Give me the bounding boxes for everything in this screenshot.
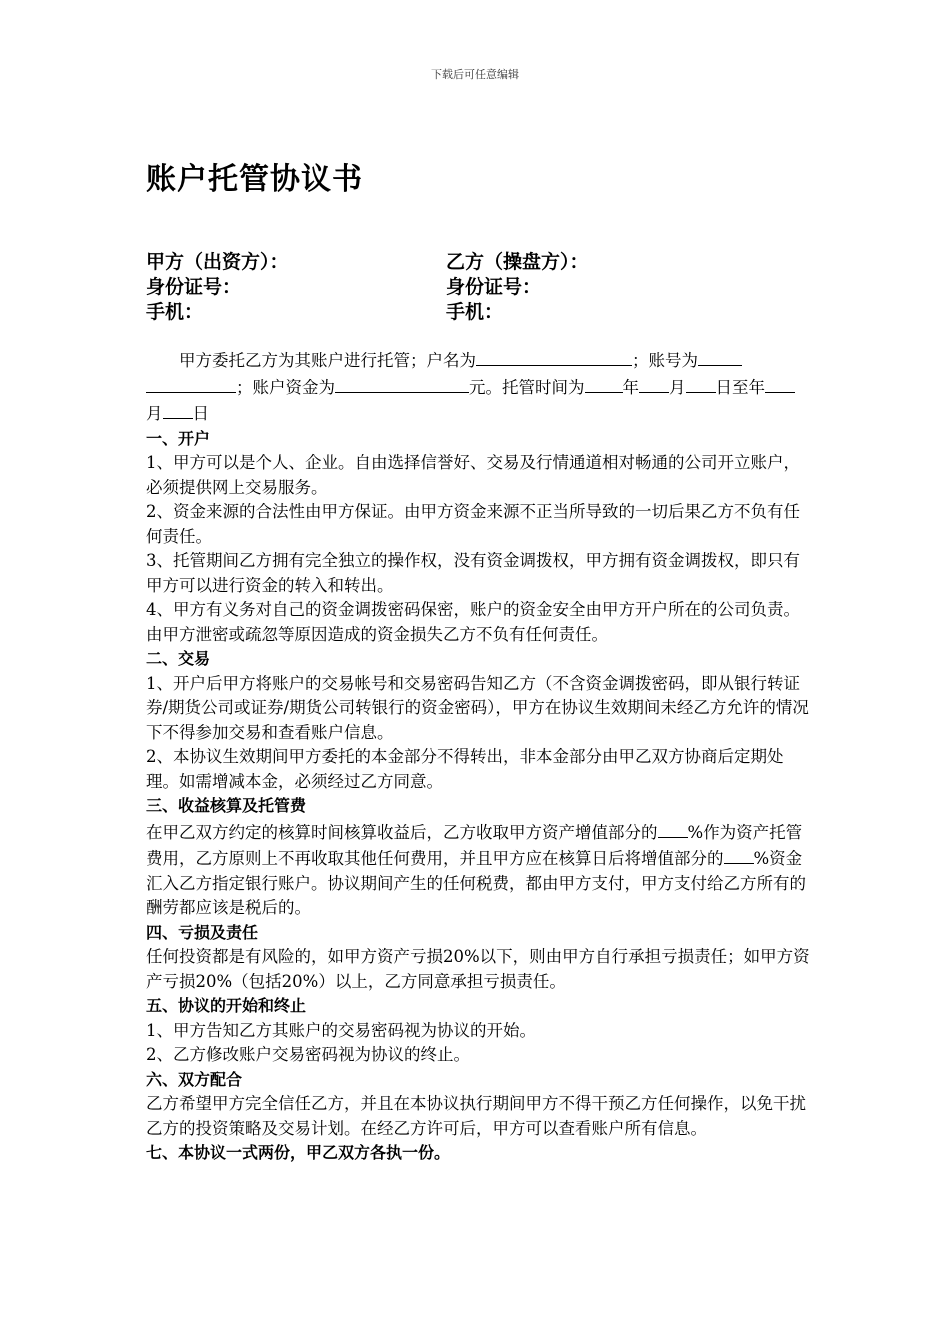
section-paragraph: 2、本协议生效期间甲方委托的本金部分不得转出，非本金部分由甲乙双方协商后定期处理。如需增减本金，必须经过乙方同意。: [146, 747, 784, 791]
header-note: 下载后可任意编辑: [431, 68, 519, 81]
fee-text: 在甲乙双方约定的核算时间核算收益后，乙方收取甲方资产增值部分的: [146, 822, 658, 842]
intro-text: 甲方委托乙方为其账户进行托管；户名为: [179, 351, 476, 370]
party-a-id-label: 身份证号：: [146, 276, 242, 298]
section-heading-opening: 一、开户: [146, 428, 211, 448]
intro-text: 年: [748, 377, 765, 397]
section-paragraph: 任何投资都是有风险的，如甲方资产亏损20%以下，则由甲方自行承担亏损责任；如甲方资产亏损20%（包括20%）以上，乙方同意承担亏损责任。: [146, 947, 810, 991]
transfer-percent-blank: [724, 845, 754, 864]
intro-text: 日至: [715, 377, 749, 397]
section-paragraph: 2、资金来源的合法性由甲方保证。由甲方资金来源不正当所导致的一切后果乙方不负有任何责任。: [146, 502, 800, 546]
party-a-label: 甲方（出资方）：: [146, 251, 289, 273]
intro-text: 月: [146, 404, 163, 423]
section-paragraph: 1、甲方可以是个人、企业。自由选择信誉好、交易及行情通道相对畅通的公司开立账户，必须提供网上交易服务。: [146, 453, 800, 497]
section-paragraph: 4、甲方有义务对自己的资金调拨密码保密，账户的资金安全由甲方开户所在的公司负责。由甲方泄密或疏忽等原因造成的资金损失乙方不负有任何责任。: [146, 600, 800, 644]
agreement-body: [146, 347, 810, 1166]
section-paragraph: 1、开户后甲方将账户的交易帐号和交易密码告知乙方（不含资金调拨密码，即从银行转证券/期货公司或证券/期货公司转银行的资金密码），甲方在协议生效期间未经乙方允许的情况下不得参加交易和查看账户信息。: [146, 673, 809, 742]
intro-paragraph: [146, 347, 810, 427]
account-name-blank: [476, 347, 632, 366]
account-number-blank: [698, 347, 742, 366]
party-a-phone-label: 手机：: [146, 301, 204, 323]
section-paragraph: 乙方希望甲方完全信任乙方，并且在本协议执行期间甲方不得干预乙方任何操作，以免干扰乙方的投资策略及交易计划。在经乙方许可后，甲方可以查看账户所有信息。: [146, 1094, 806, 1138]
intro-text: 年: [622, 377, 639, 397]
section-heading-loss: 四、亏损及责任: [146, 922, 259, 942]
end-day-blank: [163, 400, 193, 419]
start-month-blank: [639, 374, 669, 393]
intro-text: 日: [192, 404, 209, 423]
account-number-blank-continued: [146, 374, 236, 393]
party-b-phone-label: 手机：: [446, 301, 504, 323]
party-b-id-label: 身份证号：: [446, 276, 542, 298]
intro-text: ；账户资金为: [236, 377, 335, 397]
section-paragraph: [146, 819, 810, 921]
section-paragraph: 1、甲方告知乙方其账户的交易密码视为协议的开始。: [146, 1020, 536, 1040]
party-b-column: [446, 250, 589, 325]
party-b-label: 乙方（操盘方）：: [446, 251, 589, 273]
start-day-blank: [686, 374, 716, 393]
intro-text: 月: [669, 377, 686, 397]
section-paragraph: 2、乙方修改账户交易密码视为协议的终止。: [146, 1045, 470, 1064]
intro-text: 元。托管时间为: [469, 377, 585, 397]
section-heading-copies: 七、本协议一式两份，甲乙双方各执一份。: [146, 1143, 451, 1162]
section-heading-cooperation: 六、双方配合: [146, 1069, 243, 1089]
intro-text: ；账号为: [632, 351, 698, 370]
end-month-blank: [765, 374, 795, 393]
section-heading-fees: 三、收益核算及托管费: [146, 796, 307, 815]
section-heading-term: 五、协议的开始和终止: [146, 996, 307, 1015]
start-year-blank: [585, 374, 623, 393]
party-a-column: [146, 250, 289, 325]
section-heading-trading: 二、交易: [146, 649, 211, 668]
document-title: 账户托管协议书: [146, 162, 363, 197]
fee-text: %资金汇入乙方指定银行账户。协议期间产生的任何税费，都由甲方支付，甲方支付给乙方所有的酬劳都应该是税后的。: [146, 849, 806, 917]
fee-percent-blank: [658, 819, 688, 838]
section-paragraph: 3、托管期间乙方拥有完全独立的操作权，没有资金调拨权，甲方拥有资金调拨权，即只有甲方可以进行资金的转入和转出。: [146, 551, 800, 595]
account-fund-blank: [335, 374, 469, 393]
fee-text: %作为资产托管费用，乙方原则上不再收取其他任何费用，并且甲方应在核算日后将增值部分的: [146, 822, 803, 868]
